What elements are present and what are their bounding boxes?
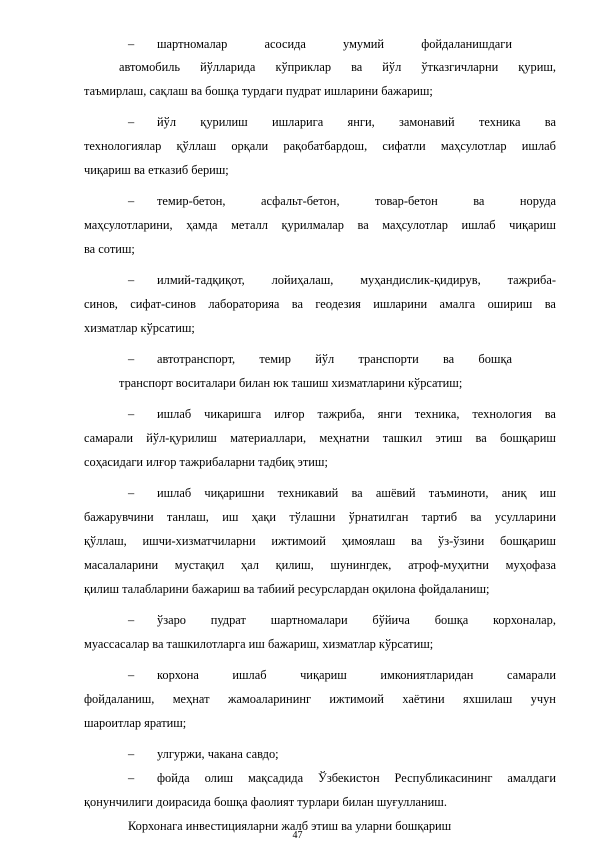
word: йўл [157, 115, 177, 129]
word: ишчи-хизматчиларни [142, 534, 256, 548]
text-line [157, 770, 556, 786]
word: тартиб [421, 510, 458, 524]
word: тажриба, [317, 407, 365, 421]
word: амалга [439, 297, 476, 311]
text-line-content [157, 193, 556, 209]
text-line: транспорт воситалари билан юк ташиш хизматларини кўрсатиш; [119, 376, 463, 390]
text-line-content [157, 612, 556, 628]
text-line: қилиш талабларини бажариш ва табиий ресурслардан оқилона фойдаланиш; [84, 582, 490, 596]
list-dash: – [128, 407, 135, 421]
text-line-content [157, 272, 556, 288]
word: қурилмалар [281, 218, 344, 232]
word: орқали [231, 139, 269, 153]
text-line-content [119, 59, 556, 75]
text-line [84, 509, 556, 525]
word: йўл [382, 60, 402, 74]
word: ва [443, 352, 455, 366]
text-line [157, 114, 556, 130]
list-dash: – [128, 352, 135, 366]
word: учун [530, 692, 556, 706]
text-line-content [84, 430, 556, 446]
text-line-content [84, 509, 556, 525]
word: меҳнат [172, 692, 210, 706]
word: масалаларини [84, 558, 159, 572]
text-line [84, 138, 556, 154]
text-line [157, 667, 556, 683]
word: шартномалар [157, 37, 228, 51]
text-line [157, 612, 556, 628]
word: ашёвий [375, 486, 416, 500]
word: атроф-муҳитни [408, 558, 489, 572]
word: танлаш, [166, 510, 209, 524]
word: олиш [204, 771, 233, 785]
text-line-content [84, 533, 556, 549]
word: бошқа [478, 352, 512, 366]
word: бажарувчини [84, 510, 154, 524]
text-line: муассасалар ва ташкилотларга иш бажариш, хизматлар кўрсатиш; [84, 637, 434, 651]
word: пудрат [210, 613, 246, 627]
text-line [84, 557, 556, 573]
word: лабораторияа [208, 297, 280, 311]
word: усулларини [494, 510, 556, 524]
word: сифат-синов [130, 297, 196, 311]
word: ишлаб [232, 668, 267, 682]
word: ўз-ўзини [438, 534, 485, 548]
word: рақобатбардош, [283, 139, 368, 153]
text-line: шароитлар яратиш; [84, 716, 187, 730]
word: ва [411, 534, 423, 548]
text-line [84, 217, 556, 233]
text-line [157, 485, 556, 501]
word: ўзаро [157, 613, 186, 627]
word: корхона [157, 668, 199, 682]
word: техникавий [277, 486, 339, 500]
list-dash: – [128, 194, 135, 208]
word: асфальт-бетон, [261, 194, 340, 208]
word: тўлашни [289, 510, 336, 524]
word: қилиш, [275, 558, 314, 572]
word: транспорти [358, 352, 419, 366]
word: этиш [435, 431, 463, 445]
text-line [84, 533, 556, 549]
text-line: таъмирлаш, сақлаш ва бошқа турдаги пудрат ишларини бажариш; [84, 84, 433, 98]
word: металл [231, 218, 268, 232]
word: яхшилаш [463, 692, 513, 706]
text-line [84, 691, 556, 707]
word: замонавий [398, 115, 455, 129]
word: ишлаб [157, 486, 192, 500]
word: фойдаланишдаги [421, 37, 512, 51]
word: ижтимоий [329, 692, 384, 706]
word: корхоналар, [493, 613, 556, 627]
word: ва [475, 431, 487, 445]
word: аниқ [501, 486, 527, 500]
word: чиқаришни [204, 486, 265, 500]
word: ўрнатилган [348, 510, 409, 524]
word: иш [539, 486, 556, 500]
word: ва [544, 297, 556, 311]
word: техника, [414, 407, 460, 421]
word: шунингдек, [330, 558, 392, 572]
word: бошқа [434, 613, 469, 627]
word: ҳимоялаш [341, 534, 396, 548]
word: геодезия [315, 297, 361, 311]
word: маҳсулотлар [440, 139, 507, 153]
text-line: улгуржи, чакана савдо; [157, 747, 279, 761]
word: ҳал [240, 558, 259, 572]
word: меҳнатни [319, 431, 370, 445]
word: бошқариш [499, 534, 556, 548]
word: товар-бетон [375, 194, 438, 208]
word: ва [351, 60, 363, 74]
text-line [119, 59, 556, 75]
word: қурилиш [200, 115, 248, 129]
word: автотранспорт, [157, 352, 236, 366]
word: фойдаланиш, [84, 692, 155, 706]
word: илмий-тадқиқот, [157, 273, 245, 287]
word: Ўзбекистон [318, 771, 380, 785]
word: ва [470, 510, 482, 524]
word: мақсадида [247, 771, 304, 785]
text-line-content [84, 557, 556, 573]
word: лойиҳалаш, [271, 273, 334, 287]
text-line-content [157, 351, 512, 367]
word: бошқариш [499, 431, 556, 445]
word: ва [357, 218, 369, 232]
word: темир [259, 352, 291, 366]
text-line: чиқариш ва етказиб бериш; [84, 163, 229, 177]
word: йўлларида [200, 60, 256, 74]
word: илғор [274, 407, 305, 421]
list-dash: – [128, 273, 135, 287]
word: йўл [315, 352, 335, 366]
word: ўтказгичларни [421, 60, 499, 74]
word: чикаришга [204, 407, 262, 421]
word: амалдаги [507, 771, 556, 785]
list-dash: – [128, 771, 135, 785]
word: технология [472, 407, 532, 421]
list-dash: – [128, 486, 135, 500]
word: техника [478, 115, 521, 129]
word: маҳсулотларини, [84, 218, 173, 232]
word: маҳсулотлар [382, 218, 448, 232]
word: таъминоти, [428, 486, 489, 500]
list-dash: – [128, 115, 135, 129]
list-dash: – [128, 668, 135, 682]
word: янги [377, 407, 402, 421]
text-line-content [84, 691, 556, 707]
word: умумий [343, 37, 385, 51]
page-number: 47 [292, 830, 303, 841]
word: ва [544, 115, 556, 129]
word: қўллаш [176, 139, 217, 153]
word: ошириш [487, 297, 533, 311]
word: сифатли [382, 139, 426, 153]
word: мустақил [174, 558, 225, 572]
text-line-content [157, 406, 556, 422]
word: темир-бетон, [157, 194, 226, 208]
word: синов, [84, 297, 118, 311]
word: ва [544, 407, 556, 421]
text-line-content [157, 770, 556, 786]
word: қўллаш, [84, 534, 127, 548]
text-line [157, 36, 512, 52]
text-line [84, 430, 556, 446]
word: хаётини [402, 692, 445, 706]
section-heading: Корхонага инвестицияларни жалб этиш ва уларни бошқариш [128, 819, 452, 833]
word: материаллари, [230, 431, 307, 445]
word: ҳақи [251, 510, 277, 524]
list-dash: – [128, 747, 135, 761]
word: самарали [506, 668, 556, 682]
text-line-content [157, 36, 512, 52]
word: чиқариш [509, 218, 556, 232]
word: йўл-қурилиш [146, 431, 217, 445]
text-line-content [84, 138, 556, 154]
word: ва [351, 486, 363, 500]
text-line: ва сотиш; [84, 242, 135, 256]
text-line [84, 296, 556, 312]
word: шартномалари [270, 613, 348, 627]
text-line-content [84, 296, 556, 312]
text-line [157, 193, 556, 209]
word: ишлаб [521, 139, 556, 153]
word: ижтимоий [271, 534, 326, 548]
text-line [157, 351, 512, 367]
text-line [157, 272, 556, 288]
text-line: соҳасидаги илғор тажрибаларни тадбиқ этиш; [84, 455, 328, 469]
word: иш [222, 510, 239, 524]
word: қуриш, [518, 60, 556, 74]
text-line-content [157, 114, 556, 130]
word: имкониятларидан [380, 668, 474, 682]
word: автомобиль [119, 60, 181, 74]
text-line: хизматлар кўрсатиш; [84, 321, 195, 335]
text-line [157, 406, 556, 422]
word: асосида [264, 37, 306, 51]
text-line-content [157, 485, 556, 501]
text-line: қонунчилиги доирасида бошқа фаолият турлари билан шуғулланиш. [84, 795, 447, 809]
list-dash: – [128, 37, 135, 51]
word: ишлаб [461, 218, 496, 232]
text-line-content [157, 667, 556, 683]
word: Республикасининг [394, 771, 493, 785]
word: бўйича [372, 613, 410, 627]
word: ҳамда [186, 218, 218, 232]
word: фойда [157, 771, 190, 785]
word: самарали [84, 431, 134, 445]
word: муҳандислик-қидирув, [360, 273, 481, 287]
word: ташкил [382, 431, 423, 445]
word: ишларини [373, 297, 428, 311]
word: технологиялар [84, 139, 162, 153]
list-dash: – [128, 613, 135, 627]
word: норуда [519, 194, 556, 208]
word: ишларига [271, 115, 324, 129]
word: жамоаларининг [227, 692, 312, 706]
word: ва [473, 194, 485, 208]
word: кўприклар [275, 60, 332, 74]
text-line-content [84, 217, 556, 233]
word: муҳофаза [505, 558, 556, 572]
word: ишлаб [157, 407, 192, 421]
word: янги, [347, 115, 375, 129]
word: ва [291, 297, 303, 311]
word: чиқариш [300, 668, 347, 682]
word: тажриба- [507, 273, 556, 287]
